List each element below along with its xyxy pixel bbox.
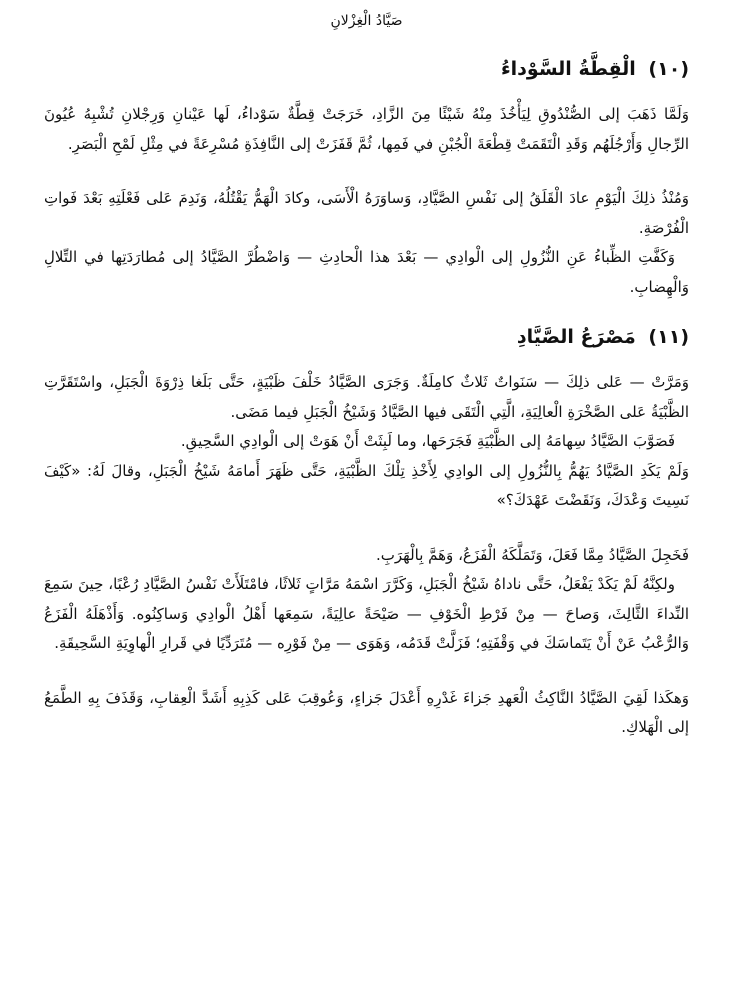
paragraph: وَهكَذا لَقِيَ الصَّيَّادُ النَّاكِثُ الْعَهدِ جَزاءَ غَدْرِهِ أَعْدَلَ جَزاءٍ، وَعُوقِبَ عَلى كَذِبِهِ أَشَدَّ الْعِقابِ، وَقَذَفَ بِهِ الطَّمَعُ إلى الْهَلاكِ. <box>44 688 689 736</box>
paragraph: وَلَمْ يَكَدِ الصَّيَّادُ يَهُمُّ بِالنُّزُولِ إلى الوادِي لِأَخْذِ تِلْكَ الظَّبْيَةِ، حَتَّى ظَهَرَ أَمامَهُ شَيْخُ الْجَبَلِ، وقالَ لَهُ: «كَيْفَ نَسِيتَ وَعْدَكَ، وَنَقَضْتَ عَهْدَكَ؟» <box>44 461 689 509</box>
paragraph: وَمَرَّتْ — عَلى ذلِكَ — سَنَواتٌ ثَلاثٌ كامِلَةٌ. وَجَرَى الصَّيَّادُ خَلْفَ ظَبْيَةٍ، حَتَّى بَلَغا ذِرْوَةَ الْجَبَلِ، واسْتَقَرَّتِ الظَّبْيَةُ عَلى الصَّخْرَةِ الْعالِيَةِ، الَّتِي الْتَقَى فيها الصَّيَّادُ وَشَيْخُ الْجَبَلِ فيما مَضَى. <box>44 373 689 421</box>
chapter-11 <box>44 322 689 743</box>
chapter-heading <box>44 54 689 84</box>
chapter-title: الْقِطَّةُ السَّوْداءُ <box>500 58 636 80</box>
chapter-number: (١١) <box>648 326 689 348</box>
paragraph: وَلَمَّا ذَهَبَ إلى الصُّنْدُوقِ لِيَأْخُذَ مِنْهُ شَيْئًا مِنَ الزَّادِ، خَرَجَتْ قِطَّةٌ سَوْداءُ، لَها عَيْنانِ وَرِجْلانِ تُشْبِهُ عُيُونَ الرِّجالِ وَأَرْجُلَهُم وَقَدِ الْتَقَمَتْ قِطْعَةَ الْجُبْنِ في فَمِها، ثُمَّ قَفَزَتْ إلى النَّافِذَةِ مُسْرِعَةً في مِثْلِ لَمْحِ الْبَصَرِ. <box>44 105 689 153</box>
chapter-10 <box>44 54 689 302</box>
chapter-number: (١٠) <box>648 58 689 80</box>
paragraph: فَصَوَّبَ الصَّيَّادُ سِهامَهُ إلى الظَّبْيَةِ فَجَرَحَها، وما لَبِثَتْ أَنْ هَوَتْ إلى الْوادِي السَّحِيقِ. <box>180 432 675 450</box>
paragraph: ولكِنَّهُ لَمْ يَكَدْ يَفْعَلُ، حَتَّى ناداهُ شَيْخُ الْجَبَلِ، وَكَرَّرَ اسْمَهُ مَرَّاتٍ ثَلاثًا، فامْتَلَأَتْ نَفْسُ الصَّيَّادِ رُعْبًا، حِينَ سَمِعَ النِّداءَ الثَّالِثَ، وَصاحَ — مِنْ فَرْطِ الْخَوْفِ — صَيْحَةً عالِيَةً، سَمِعَها أَهْلُ الْوادِي وَساكِنُوه. وَأَذْهَلَهُ الْفَزَعُ وَالرُّعْبُ عَنْ أَنْ يَتَماسَكَ في وَقْفَتِهِ؛ فَزَلَّتْ قَدَمُه، وَهَوَى — مِنْ فَوْرِه — مُتَرَدِّيًا في قَرارِ الْهاوِيَةِ السَّحِيقَةِ. <box>44 575 689 652</box>
running-header: صَيَّادُ الْغِزْلانِ <box>330 13 403 29</box>
paragraph: وَكَفَّتِ الظِّباءُ عَنِ النُّزُولِ إلى الْوادِي — بَعْدَ هذا الْحادِثِ — وَاضْطُرَّ الصَّيَّادُ إلى مُطارَدَتِها في التِّلالِ وَالْهِضابِ. <box>44 248 689 296</box>
chapter-heading <box>44 322 689 352</box>
paragraph: وَمُنْذُ ذلِكَ الْيَوْمِ عادَ الْقَلَقُ إلى نَفْسِ الصَّيَّادِ، وَساوَرَهُ الْأَسَى، وكادَ الْهَمُّ يَقْتُلُهُ، وَنَدِمَ عَلى فَعْلَتِهِ بَعْدَ فَواتِ الْفُرْصَةِ. <box>44 189 689 237</box>
paragraph: فَخَجِلَ الصَّيَّادُ مِمَّا فَعَلَ، وَتَمَلَّكَهُ الْفَزَعُ، وَهَمَّ بِالْهَرَبِ. <box>376 545 689 564</box>
chapter-title: مَصْرَعُ الصَّيَّادِ <box>516 326 636 348</box>
